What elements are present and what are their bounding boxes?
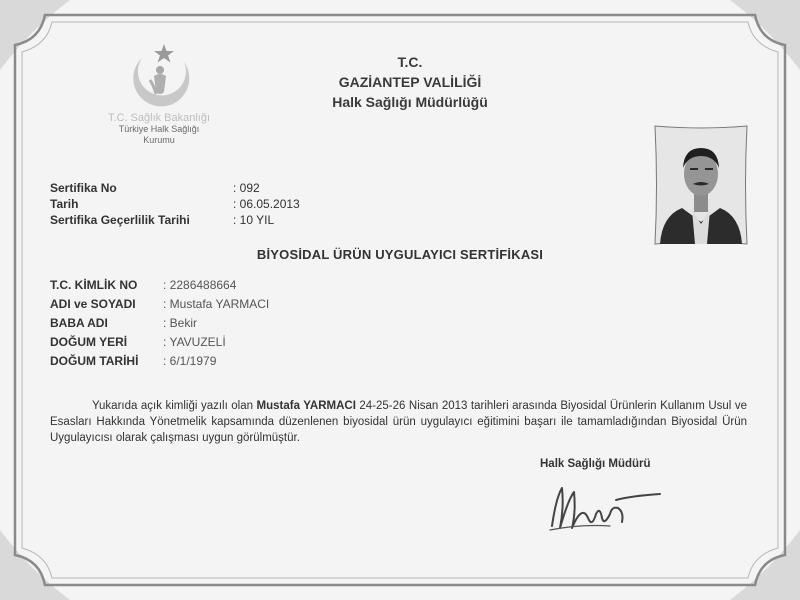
signatory-title: Halk Sağlığı Müdürü — [540, 458, 651, 470]
cert-validity-value: : 10 YIL — [233, 213, 275, 227]
body-text-part2: 24-25-26 Nisan 2013 tarihleri arasında Biyosidal Ürünlerin Kullanım Usul ve Esasları Hakkında Yönetmelik kapsamında düzenlenen biyosidal ürün uygulayıcı eğitimini başarı ile tamamladığından Biyosidal Ürün Uygulayıcısı olarak çalışması uygun görülmüştür. — [50, 400, 747, 444]
header-line-directorate: Halk Sağlığı Müdürlüğü — [332, 94, 488, 110]
birthdate-label: DOĞUM TARİHİ — [50, 354, 139, 368]
birthplace-label: DOĞUM YERİ — [50, 335, 128, 349]
certificate-body — [50, 398, 747, 446]
body-text-part1: Yukarıda açık kimliği yazılı olan — [92, 400, 257, 412]
father-value: : Bekir — [163, 316, 198, 330]
header-line-tc: T.C. — [397, 54, 423, 70]
id-value: : 2286488664 — [163, 278, 237, 292]
logo-text-agency: Türkiye Halk Sağlığı — [118, 124, 200, 134]
father-label: BABA ADI — [50, 316, 108, 330]
page-title — [250, 52, 570, 112]
cert-date-value: : 06.05.2013 — [233, 197, 300, 211]
cert-no-label: Sertifika No — [50, 181, 117, 195]
cert-no-value: : 092 — [233, 181, 260, 195]
ministry-logo — [104, 40, 214, 165]
holder-photo — [652, 124, 750, 246]
cert-date-label: Tarih — [50, 197, 79, 211]
cert-validity-label: Sertifika Geçerlilik Tarihi — [50, 213, 190, 227]
birthdate-value: : 6/1/1979 — [163, 354, 217, 368]
id-label: T.C. KİMLİK NO — [50, 278, 138, 292]
body-holder-name: Mustafa YARMACI — [256, 400, 356, 412]
logo-text-institution: Kurumu — [143, 135, 175, 145]
crescent-star-icon — [124, 40, 194, 110]
certificate-title: BİYOSİDAL ÜRÜN UYGULAYICI SERTİFİKASI — [256, 247, 544, 262]
name-value: : Mustafa YARMACI — [163, 297, 270, 311]
birthplace-value: : YAVUZELİ — [163, 335, 226, 349]
header-line-governorship: GAZİANTEP VALİLİĞİ — [338, 74, 482, 90]
signature-mark — [540, 478, 670, 538]
name-label: ADI ve SOYADI — [50, 297, 136, 311]
logo-text-ministry: T.C. Sağlık Bakanlığı — [107, 112, 211, 124]
